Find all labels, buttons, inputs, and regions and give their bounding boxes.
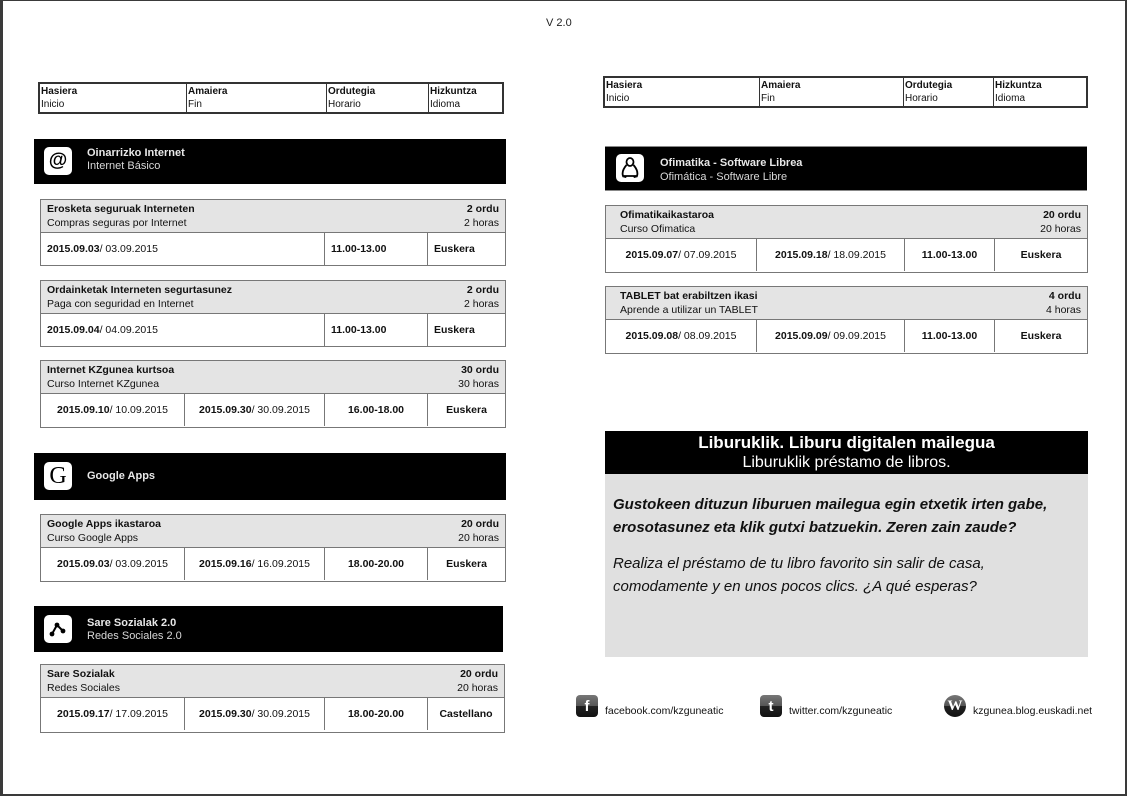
liburuklik-subtitle: Liburuklik préstamo de libros.: [742, 454, 951, 471]
course-card: [40, 199, 506, 266]
category-title: Oinarrizko Internet: [87, 147, 185, 159]
course-time: 11.00-13.00: [904, 239, 994, 271]
category-title: Ofimatika - Software Librea: [660, 157, 803, 169]
course-language: Euskera: [427, 394, 505, 426]
course-end-date: 2015.09.09 / 09.09.2015: [756, 320, 904, 352]
course-name-es: Redes Sociales: [47, 682, 120, 694]
course-card: [605, 286, 1088, 354]
course-time: 18.00-20.00: [324, 548, 427, 580]
course-hours-es: 20 horas: [1040, 223, 1081, 235]
facebook-label[interactable]: facebook.com/kzguneatic: [605, 705, 724, 717]
linux-penguin-icon: [616, 154, 644, 182]
twitter-label[interactable]: twitter.com/kzguneatic: [789, 705, 893, 717]
version-label: V 2.0: [546, 17, 572, 29]
category-banner-internet: [34, 139, 506, 184]
legend-table-right: [603, 76, 1088, 108]
liburuklik-text-es: Realiza el préstamo de tu libro favorito sin salir de casa, comodamente y en unos pocos clics. ¿A qué esperas?: [613, 555, 985, 595]
course-language: Euskera: [427, 314, 505, 346]
legend-language: Hizkuntza Idioma: [428, 84, 502, 112]
legend-end: Amaiera Fin: [186, 84, 326, 112]
course-end-date: 2015.09.16 / 16.09.2015: [184, 548, 324, 580]
course-time: 16.00-18.00: [324, 394, 427, 426]
liburuklik-title: Liburuklik. Liburu digitalen mailegua: [698, 433, 995, 452]
course-name-es: Curso Internet KZgunea: [47, 378, 160, 390]
course-time: 11.00-13.00: [324, 233, 427, 265]
category-title: Sare Sozialak 2.0: [87, 617, 177, 629]
facebook-icon: f: [576, 695, 598, 717]
course-end-date: 2015.09.18 / 18.09.2015: [756, 239, 904, 271]
course-time: 18.00-20.00: [324, 698, 427, 730]
course-hours-es: 20 horas: [457, 682, 498, 694]
course-end-date: 2015.09.30 / 30.09.2015: [184, 698, 324, 730]
at-sign-icon: @: [44, 147, 72, 175]
course-language: Euskera: [427, 548, 505, 580]
twitter-link[interactable]: [760, 697, 893, 722]
blog-link[interactable]: [944, 697, 1093, 722]
legend-schedule: Ordutegia Horario: [903, 78, 993, 106]
course-hours: 4 ordu: [1048, 290, 1081, 302]
course-name: Ordainketak Interneten segurtasunez: [47, 284, 232, 296]
share-network-icon: [44, 615, 72, 643]
course-name: TABLET bat erabiltzen ikasi: [620, 290, 758, 302]
twitter-icon: t: [760, 695, 782, 717]
course-hours: 20 ordu: [461, 518, 499, 530]
course-hours: 2 ordu: [466, 284, 499, 296]
course-hours-es: 30 horas: [458, 378, 499, 390]
course-card: [40, 514, 506, 582]
course-name: Sare Sozialak: [47, 668, 115, 680]
course-time: 11.00-13.00: [324, 314, 427, 346]
course-hours-es: 2 horas: [463, 217, 499, 229]
wordpress-icon: W: [944, 695, 966, 717]
course-card: [40, 664, 505, 733]
course-name-es: Aprende a utilizar un TABLET: [620, 304, 758, 316]
liburuklik-body: [605, 474, 1088, 657]
facebook-link[interactable]: [576, 697, 724, 722]
course-name: Erosketa seguruak Interneten: [47, 203, 195, 215]
liburuklik-text-eu: Gustokeen dituzun liburuen mailegua egin etxetik irten gabe, erosotasunez eta klik gutxi batzuekin. Zeren zain zaude?: [613, 496, 1048, 536]
course-name-es: Curso Ofimatica: [620, 223, 696, 235]
course-name: Internet KZgunea kurtsoa: [47, 364, 175, 376]
course-language: Euskera: [427, 233, 505, 265]
course-language: Euskera: [994, 239, 1087, 271]
course-name: Google Apps ikastaroa: [47, 518, 161, 530]
category-subtitle: Redes Sociales 2.0: [87, 630, 182, 642]
course-start-date: 2015.09.08 / 08.09.2015: [625, 330, 737, 342]
category-subtitle: Internet Básico: [87, 160, 161, 172]
course-hours-es: 4 horas: [1045, 304, 1081, 316]
liburuklik-header: [605, 431, 1088, 474]
course-card: [605, 205, 1088, 273]
course-date: 2015.09.04 / 04.09.2015: [47, 324, 158, 336]
course-hours: 2 ordu: [466, 203, 499, 215]
course-hours-es: 20 horas: [458, 532, 499, 544]
category-banner-social: [34, 606, 503, 652]
category-title: Google Apps: [87, 470, 156, 482]
course-time: 11.00-13.00: [904, 320, 994, 352]
category-subtitle: Ofimática - Software Libre: [660, 171, 788, 183]
course-language: Euskera: [994, 320, 1087, 352]
course-card: [40, 280, 506, 347]
legend-start: Hasiera Inicio: [606, 80, 643, 104]
course-start-date: 2015.09.07 / 07.09.2015: [625, 249, 737, 261]
legend-language: Hizkuntza Idioma: [993, 78, 1086, 106]
category-banner-office: [605, 146, 1087, 191]
course-date: 2015.09.03 / 03.09.2015: [47, 243, 158, 255]
course-hours-es: 2 horas: [463, 298, 499, 310]
blog-label[interactable]: kzgunea.blog.euskadi.net: [973, 705, 1093, 717]
legend-start: Hasiera Inicio: [41, 86, 78, 110]
course-end-date: 2015.09.30 / 30.09.2015: [184, 394, 324, 426]
course-start-date: 2015.09.17 / 17.09.2015: [57, 708, 168, 720]
course-hours: 20 ordu: [460, 668, 498, 680]
legend-end: Amaiera Fin: [759, 78, 903, 106]
course-name-es: Curso Google Apps: [47, 532, 139, 544]
legend-schedule: Ordutegia Horario: [326, 84, 428, 112]
course-language: Castellano: [427, 698, 504, 730]
legend-table-left: [38, 82, 504, 114]
course-hours: 20 ordu: [1043, 209, 1081, 221]
course-hours: 30 ordu: [461, 364, 499, 376]
course-name: Ofimatikaikastaroa: [620, 209, 714, 221]
category-banner-google: [34, 453, 506, 500]
google-g-icon: G: [44, 462, 72, 490]
course-start-date: 2015.09.10 / 10.09.2015: [57, 404, 168, 416]
course-start-date: 2015.09.03 / 03.09.2015: [57, 558, 168, 570]
course-name-es: Compras seguras por Internet: [47, 217, 187, 229]
course-card: [40, 360, 506, 428]
course-name-es: Paga con seguridad en Internet: [47, 298, 194, 310]
